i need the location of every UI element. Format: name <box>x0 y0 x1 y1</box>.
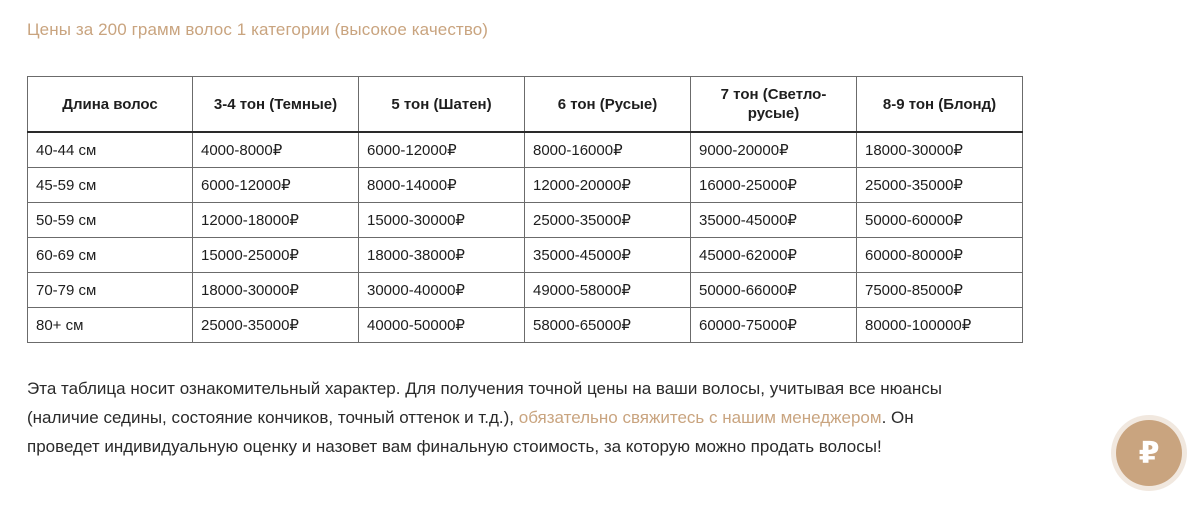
column-header-tone-8-9: 8-9 тон (Блонд) <box>857 77 1023 133</box>
table-cell: 4000-8000₽ <box>193 132 359 168</box>
table-cell: 8000-16000₽ <box>525 132 691 168</box>
table-cell: 12000-18000₽ <box>193 203 359 238</box>
table-cell: 45-59 см <box>28 168 193 203</box>
table-row <box>28 238 1023 273</box>
disclaimer-text-end: . Он проведет индивидуальную оценку и назовет вам финальную стоимость, за которую можно продать волосы! <box>27 408 914 456</box>
table-cell: 75000-85000₽ <box>857 273 1023 308</box>
table-cell: 35000-45000₽ <box>691 203 857 238</box>
table-cell: 60000-80000₽ <box>857 238 1023 273</box>
column-header-length: Длина волос <box>28 77 193 133</box>
table-cell: 25000-35000₽ <box>857 168 1023 203</box>
table-cell: 60-69 см <box>28 238 193 273</box>
disclaimer-text-start: Эта таблица носит ознакомительный характер. Для получения точной цены на ваши волосы, учитывая все нюансы (наличие седины, состояние кончиков, точный оттенок и т.д.), <box>27 379 942 427</box>
table-cell: 35000-45000₽ <box>525 238 691 273</box>
table-cell: 80+ см <box>28 308 193 343</box>
price-table <box>27 76 1023 343</box>
table-cell: 18000-38000₽ <box>359 238 525 273</box>
table-row <box>28 132 1023 168</box>
column-header-tone-7: 7 тон (Светло-русые) <box>691 77 857 133</box>
table-cell: 30000-40000₽ <box>359 273 525 308</box>
table-cell: 70-79 см <box>28 273 193 308</box>
table-cell: 50000-66000₽ <box>691 273 857 308</box>
table-cell: 50-59 см <box>28 203 193 238</box>
table-cell: 80000-100000₽ <box>857 308 1023 343</box>
table-row <box>28 273 1023 308</box>
column-header-tone-6: 6 тон (Русые) <box>525 77 691 133</box>
table-cell: 12000-20000₽ <box>525 168 691 203</box>
table-cell: 25000-35000₽ <box>525 203 691 238</box>
table-cell: 25000-35000₽ <box>193 308 359 343</box>
contact-manager-link[interactable]: обязательно свяжитесь с нашим менеджером <box>518 408 882 427</box>
table-cell: 15000-30000₽ <box>359 203 525 238</box>
table-row <box>28 203 1023 238</box>
disclaimer-paragraph <box>27 374 977 461</box>
table-cell: 6000-12000₽ <box>359 132 525 168</box>
ruble-price-button[interactable] <box>1116 420 1182 486</box>
table-row <box>28 308 1023 343</box>
table-cell: 16000-25000₽ <box>691 168 857 203</box>
table-cell: 58000-65000₽ <box>525 308 691 343</box>
table-cell: 49000-58000₽ <box>525 273 691 308</box>
table-cell: 50000-60000₽ <box>857 203 1023 238</box>
table-cell: 6000-12000₽ <box>193 168 359 203</box>
column-header-tone-5: 5 тон (Шатен) <box>359 77 525 133</box>
table-row <box>28 168 1023 203</box>
table-header-row <box>28 77 1023 133</box>
table-cell: 45000-62000₽ <box>691 238 857 273</box>
table-cell: 18000-30000₽ <box>857 132 1023 168</box>
column-header-tone-3-4: 3-4 тон (Темные) <box>193 77 359 133</box>
table-cell: 8000-14000₽ <box>359 168 525 203</box>
table-cell: 9000-20000₽ <box>691 132 857 168</box>
ruble-icon: ₽ <box>1138 436 1160 470</box>
table-cell: 40-44 см <box>28 132 193 168</box>
table-cell: 15000-25000₽ <box>193 238 359 273</box>
page-heading: Цены за 200 грамм волос 1 категории (высокое качество) <box>27 20 489 39</box>
table-cell: 60000-75000₽ <box>691 308 857 343</box>
table-cell: 40000-50000₽ <box>359 308 525 343</box>
table-cell: 18000-30000₽ <box>193 273 359 308</box>
